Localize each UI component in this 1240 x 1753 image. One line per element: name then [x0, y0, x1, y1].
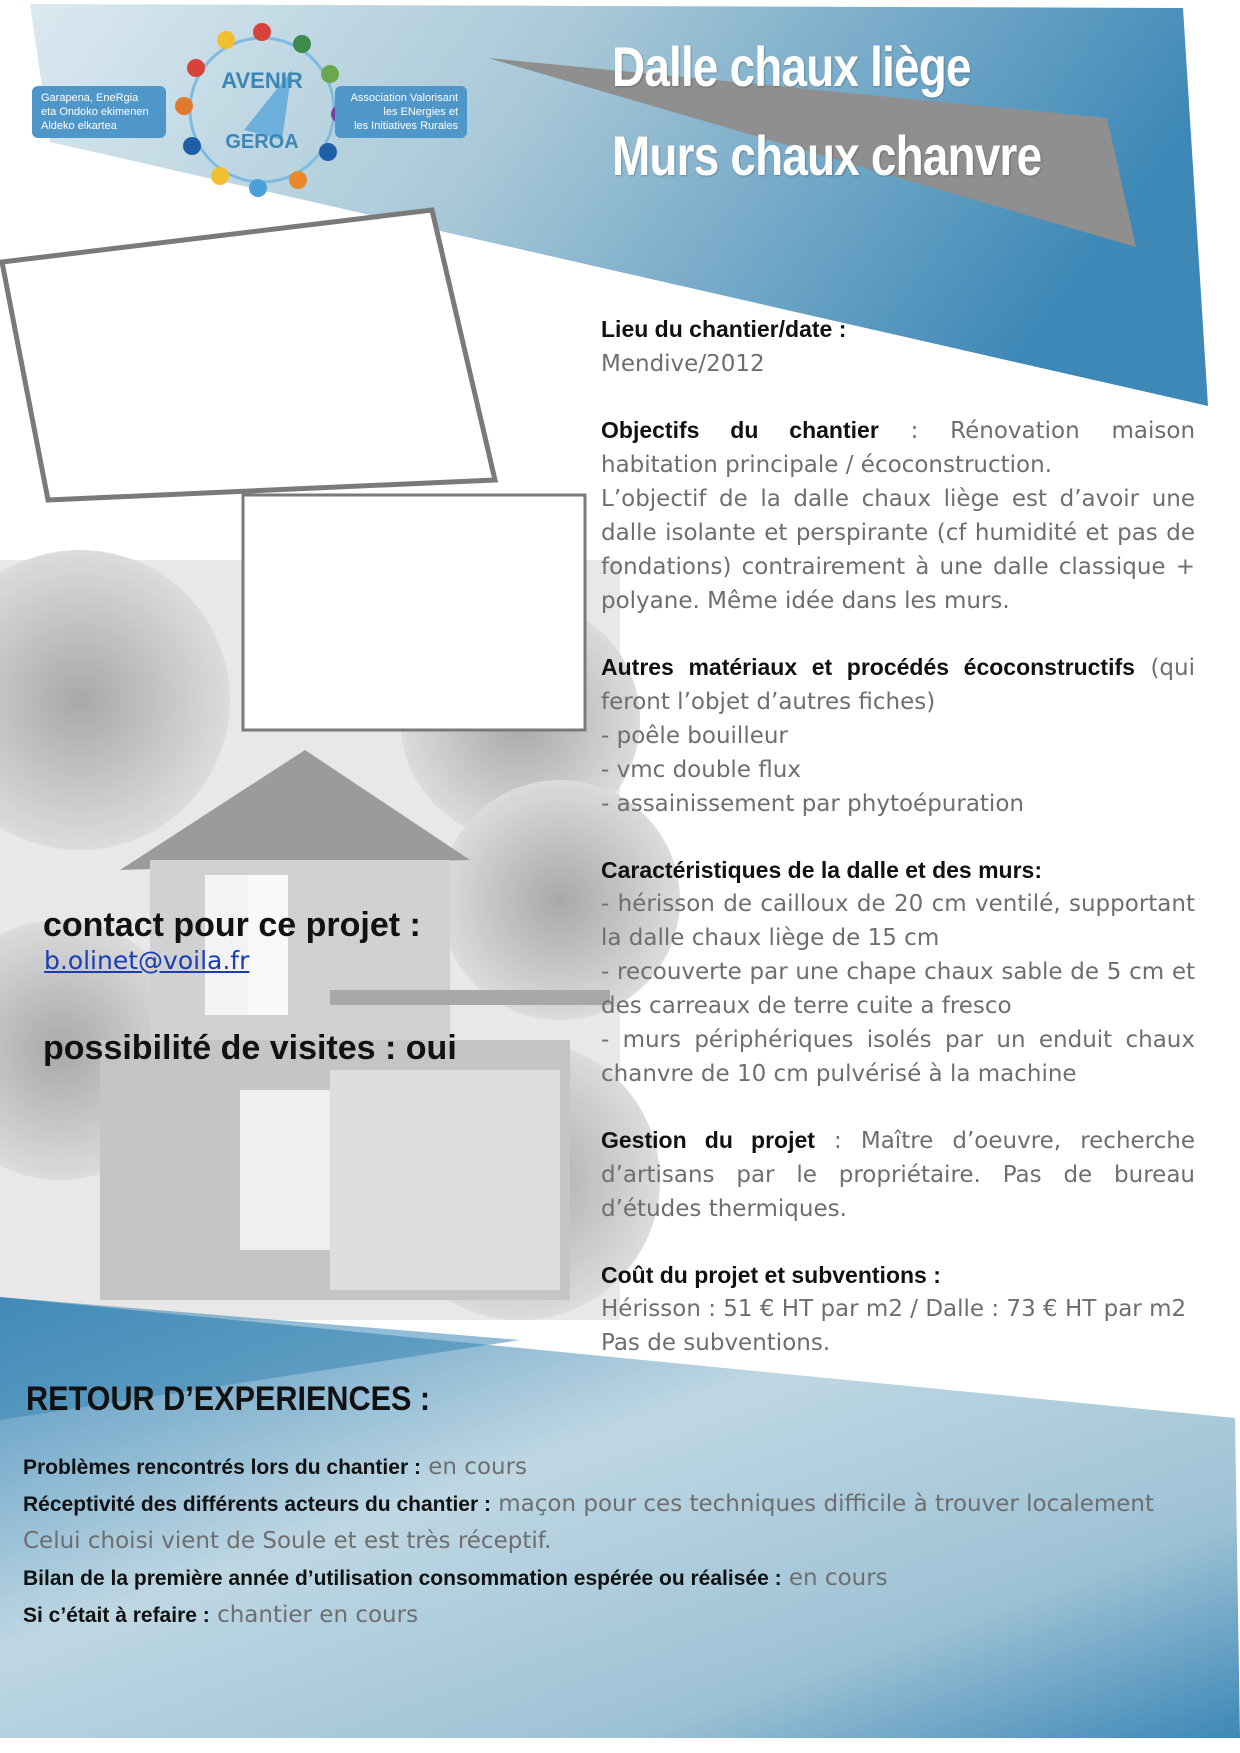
- retour-row-4-value: chantier en cours: [209, 1602, 419, 1628]
- objectifs-sep: :: [878, 418, 951, 444]
- photo-frame-2: [243, 495, 585, 730]
- retour-list: [23, 1449, 1228, 1634]
- cout-value-1: Hérisson : 51 € HT par m2 / Dalle : 73 € HT par m2: [601, 1296, 1187, 1322]
- logo-right-line-1: Association Valorisant: [350, 92, 458, 104]
- retour-title: RETOUR D’EXPERIENCES :: [26, 1380, 431, 1418]
- main-content: [601, 312, 1195, 1360]
- logo-ring-text-top: AVENIR: [221, 68, 303, 93]
- logo-left-label: [32, 86, 166, 138]
- retour-row-1-label: Problèmes rencontrés lors du chantier :: [23, 1456, 421, 1479]
- retour-row-4: [23, 1597, 1228, 1634]
- objectifs-detail: L’objectif de la dalle chaux liège est d’avoir une dalle isolante et perspirante (cf humidité et pas de fondations) contrairement à une dalle classique + polyane. Même idée dans les murs.: [601, 486, 1195, 614]
- autres-label: Autres matériaux et procédés écoconstructifs: [601, 654, 1135, 680]
- retour-row-3-value: en cours: [781, 1565, 888, 1591]
- logo-left-line-3: Aldeko elkartea: [41, 120, 117, 132]
- contact-email-link[interactable]: b.olinet@voila.fr: [44, 946, 250, 975]
- caracteristiques-item-1: - hérisson de cailloux de 20 cm ventilé, supportant la dalle chaux liège de 15 cm: [601, 891, 1195, 951]
- autres-item-3: - assainissement par phytoépuration: [601, 791, 1024, 817]
- objectifs-section: [601, 413, 1195, 482]
- cout-value-2: Pas de subventions.: [601, 1330, 831, 1356]
- title-line-1: Dalle chaux liège: [612, 35, 971, 98]
- gestion-section: [601, 1123, 1195, 1226]
- retour-row-3: [23, 1560, 1228, 1597]
- visits-info: possibilité de visites : oui: [43, 1029, 457, 1067]
- cout-label: Coût du projet et subventions :: [601, 1262, 941, 1288]
- logo-right-line-3: les Initiatives Rurales: [354, 120, 458, 132]
- autres-item-1: - poêle bouilleur: [601, 723, 788, 749]
- title-line-2: Murs chaux chanvre: [612, 124, 1042, 187]
- retour-row-2: [23, 1486, 1228, 1523]
- retour-row-2-label: Réceptivité des différents acteurs du chantier :: [23, 1493, 491, 1516]
- logo-right-label: [335, 86, 467, 138]
- logo-right-line-2: les ENergies et: [383, 106, 458, 118]
- lieu-label: Lieu du chantier/date: [601, 316, 833, 342]
- logo-left-line-1: Garapena, EneRgia: [41, 92, 139, 104]
- retour-row-1-value: en cours: [420, 1454, 528, 1480]
- retour-row-1: [23, 1449, 1228, 1486]
- caracteristiques-label: Caractéristiques de la dalle et des murs:: [601, 857, 1043, 883]
- caracteristiques-item-2: - recouverte par une chape chaux sable de 5 cm et des carreaux de terre cuite a fresco: [601, 959, 1195, 1019]
- autres-item-2: - vmc double flux: [601, 757, 801, 783]
- autres-note: (qui feront l’objet d’autres fiches): [601, 655, 1195, 715]
- contact-title: contact pour ce projet :: [43, 906, 421, 944]
- photo-frame-1: [2, 210, 495, 500]
- logo-left-line-2: eta Ondoko ekimenen: [41, 106, 149, 118]
- lieu-section: [601, 312, 1195, 347]
- retour-row-4-label: Si c’était à refaire :: [23, 1604, 210, 1627]
- retour-row-2-value: maçon pour ces techniques difficile à trouver localement: [490, 1491, 1155, 1517]
- logo-ring-text-bottom: GEROA: [225, 131, 299, 153]
- retour-row-3-label: Bilan de la première année d’utilisation consommation espérée ou réalisée :: [23, 1567, 782, 1590]
- retour-row-2-continuation: Celui choisi vient de Soule et est très réceptif.: [23, 1528, 552, 1554]
- gestion-value: Maître d’oeuvre, recherche d’artisans par le propriétaire. Pas de bureau d’études thermiques.: [601, 1128, 1196, 1222]
- autres-section: [601, 650, 1195, 719]
- gestion-sep: :: [814, 1128, 861, 1154]
- caracteristiques-item-3: - murs périphériques isolés par un enduit chaux chanvre de 10 cm pulvérisé à la machine: [601, 1027, 1195, 1087]
- objectifs-label: Objectifs du chantier: [601, 417, 879, 443]
- objectifs-value: Rénovation maison habitation principale / écoconstruction.: [601, 418, 1196, 478]
- lieu-value: Mendive/2012: [601, 351, 765, 377]
- lieu-sep: :: [832, 316, 847, 342]
- gestion-label: Gestion du projet: [601, 1127, 815, 1153]
